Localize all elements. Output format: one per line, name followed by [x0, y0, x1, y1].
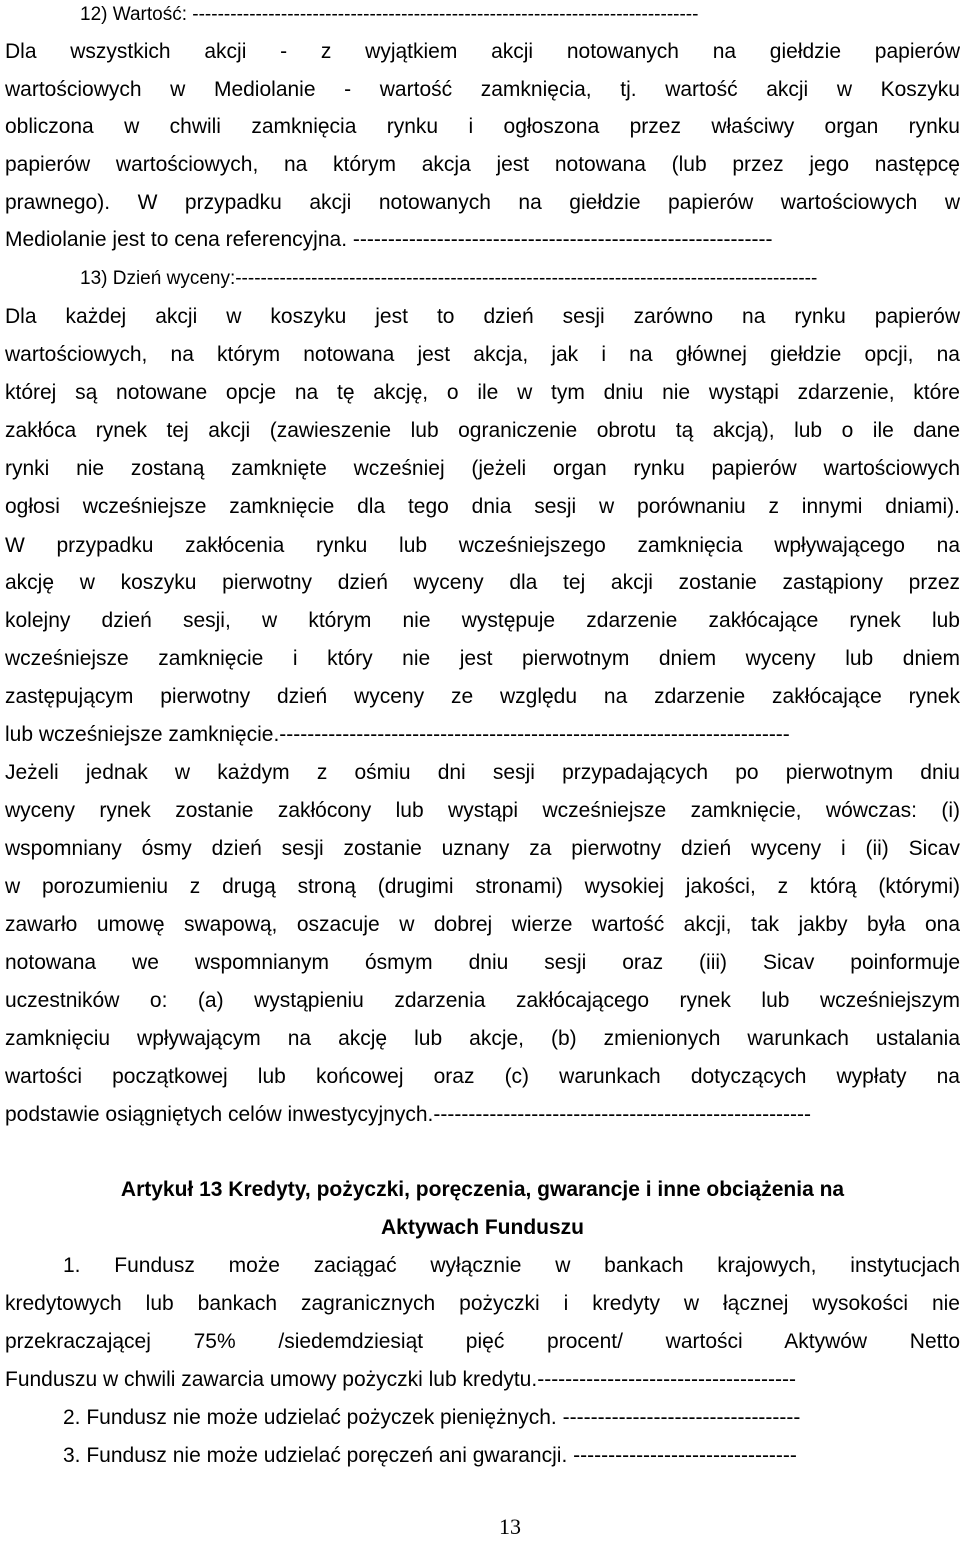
paragraph-last-line — [5, 1096, 960, 1134]
list-item-text: 2. Fundusz nie może udzielać pożyczek pieniężnych. — [63, 1406, 557, 1429]
section-12-heading — [5, 0, 960, 34]
dash-filler: ------------------------------------------------------------ — [352, 228, 773, 251]
dash-filler: ------------------------------------------------------------------------- — [279, 723, 790, 746]
paragraph-line: kredytowych lub bankach zagranicznych pożyczki i kredyty w łącznej wysokości nie — [5, 1292, 960, 1315]
paragraph-text: podstawie osiągniętych celów inwestycyjnych. — [5, 1103, 434, 1126]
article-13-title: Artykuł 13 Kredyty, pożyczki, poręczenia, gwarancje i inne obciążenia na — [120, 1178, 845, 1201]
paragraph-text: lub wcześniejsze zamknięcie. — [5, 723, 280, 746]
paragraph-line: Jeżeli jednak w każdym z ośmiu dni sesji przypadających po pierwotnym dniu — [5, 761, 960, 784]
list-item-text: 3. Fundusz nie może udzielać poręczeń ani gwarancji. — [63, 1444, 568, 1467]
paragraph-line: papierów wartościowych, na którym akcja jest notowana (lub przez jego następcę — [5, 153, 960, 176]
paragraph-line: w porozumieniu z drugą stroną (drugimi stronami) wysokiej jakości, z którą (którymi) — [5, 875, 960, 898]
paragraph-line: W przypadku zakłócenia rynku lub wcześniejszego zamknięcia wpływającego na — [5, 534, 960, 557]
dash-filler: ------------------------------------- — [537, 1368, 796, 1391]
paragraph-line: wspomniany ósmy dzień sesji zostanie uznany za pierwotny dzień wyceny i (ii) Sicav — [5, 837, 960, 860]
paragraph-line: zamknięciu wpływającym na akcję lub akcje, (b) zmienionych warunkach ustalania — [5, 1027, 960, 1050]
paragraph-line: akcję w koszyku pierwotny dzień wyceny dla tej akcji zostanie zastąpiony przez — [5, 571, 960, 594]
paragraph-line: obliczona w chwili zamknięcia rynku i ogłoszona przez właściwy organ rynku — [5, 115, 960, 138]
paragraph-line: której są notowane opcje na tę akcję, o ile w tym dniu nie wystąpi zdarzenie, które — [5, 381, 960, 404]
section-12-heading-text: 12) Wartość: — [80, 4, 187, 25]
paragraph-line: wartościowych, na którym notowana jest akcja, jak i na głównej giełdzie opcji, na — [5, 343, 960, 366]
paragraph-line: Dla każdej akcji w koszyku jest to dzień sesji zarówno na rynku papierów — [5, 305, 960, 328]
paragraph-line: Dla wszystkich akcji - z wyjątkiem akcji notowanych na giełdzie papierów — [5, 40, 960, 63]
section-13-heading-text: 13) Dzień wyceny: — [80, 268, 236, 289]
page-number: 13 — [499, 1514, 521, 1539]
paragraph-line: kolejny dzień sesji, w którym nie występuje zdarzenie zakłócające rynek lub — [5, 609, 960, 632]
dash-filler: ------------------------------------------------------ — [433, 1103, 812, 1126]
paragraph-line: 1. Fundusz może zaciągać wyłącznie w bankach krajowych, instytucjach — [63, 1254, 960, 1277]
dash-filler: -------------------------------- — [573, 1444, 797, 1467]
paragraph-line: przekraczającej 75% /siedemdziesiąt pięć procent/ wartości Aktywów Netto — [5, 1330, 960, 1353]
list-item — [5, 1437, 960, 1475]
dash-filler: ---------------------------------- — [562, 1406, 801, 1429]
paragraph-line: rynki nie zostaną zamknięte wcześniej (jeżeli organ rynku papierów wartościowych — [5, 457, 960, 480]
dash-filler: -------------------------------------------------------------------------------- — [192, 4, 699, 25]
paragraph-line: ogłosi wcześniejsze zamknięcie dla tego dnia sesji w porównaniu z innymi dniami). — [5, 495, 960, 518]
paragraph-line: prawnego). W przypadku akcji notowanych na giełdzie papierów wartościowych w — [5, 191, 960, 214]
article-13-title-continued: Aktywach Funduszu — [380, 1216, 585, 1239]
paragraph-line: zakłóca rynek tej akcji (zawieszenie lub ograniczenie obrotu tą akcją), lub o ile dane — [5, 419, 960, 442]
paragraph-line: wcześniejsze zamknięcie i który nie jest pierwotnym dniem wyceny lub dniem — [5, 647, 960, 670]
paragraph-line: wartości początkowej lub końcowej oraz (c) warunkach dotyczących wypłaty na — [5, 1065, 960, 1088]
paragraph-line: zastępującym pierwotny dzień wyceny ze względu na zdarzenie zakłócające rynek — [5, 685, 960, 708]
list-item — [5, 1399, 960, 1437]
paragraph-last-line — [5, 716, 960, 754]
paragraph-last-line — [5, 1361, 960, 1399]
paragraph-text: Funduszu w chwili zawarcia umowy pożyczki lub kredytu. — [5, 1368, 538, 1391]
paragraph-line: uczestników o: (a) wystąpieniu zdarzenia zakłócającego rynek lub wcześniejszym — [5, 989, 960, 1012]
paragraph-line: wartościowych w Mediolanie - wartość zamknięcia, tj. wartość akcji w Koszyku — [5, 78, 960, 101]
dash-filler: -------------------------------------------------------------------------------------------- — [235, 268, 818, 289]
paragraph-line: notowana we wspomnianym ósmym dniu sesji oraz (iii) Sicav poinformuje — [5, 951, 960, 974]
paragraph-line: wyceny rynek zostanie zakłócony lub wystąpi wcześniejsze zamknięcie, wówczas: (i) — [5, 799, 960, 822]
paragraph-text: Mediolanie jest to cena referencyjna. — [5, 228, 348, 251]
paragraph-last-line — [5, 221, 960, 259]
paragraph-line: zawarło umowę swapową, oszacuje w dobrej wierze wartość akcji, tak jakby była ona — [5, 913, 960, 936]
section-13-heading — [5, 260, 960, 298]
